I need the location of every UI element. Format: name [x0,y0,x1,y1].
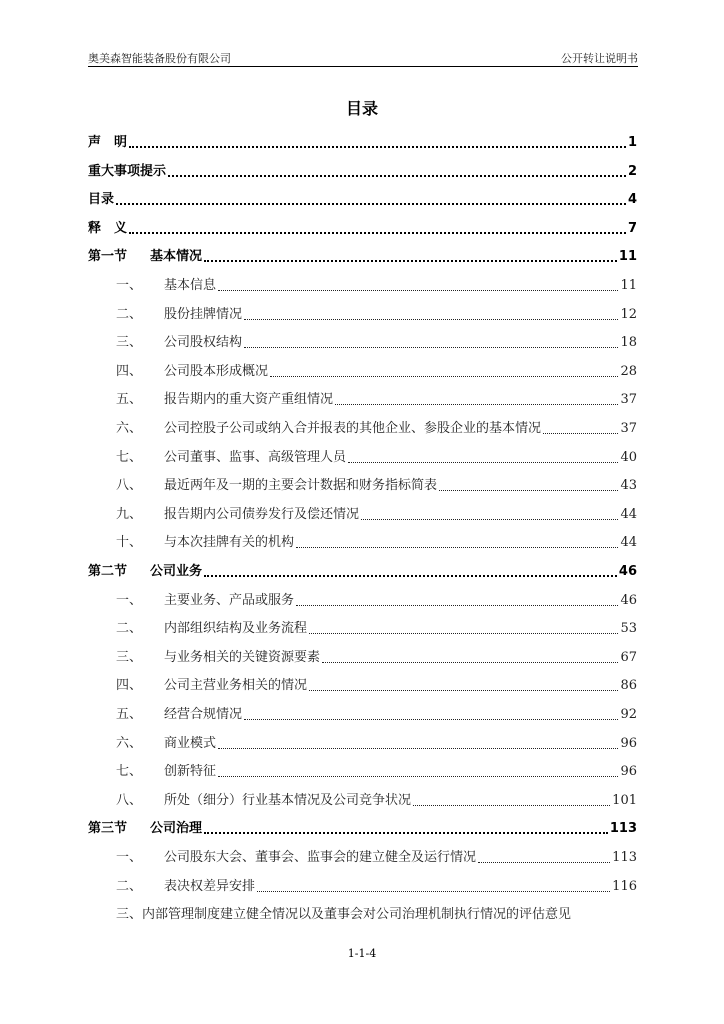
toc-page-number: 40 [620,449,637,465]
toc-dot-leader [257,891,610,892]
toc-entry-label: 公司业务 [150,564,203,579]
toc-entry[interactable] [88,788,637,810]
toc-item-number: 一、 [116,850,143,865]
toc-item-number: 五、 [116,392,143,408]
toc-entry[interactable] [88,845,637,867]
toc-item-number: 八、 [116,478,143,494]
toc-entry-label: 与本次挂牌有关的机构 [164,535,295,551]
header-company-name: 奥美森智能装备股份有限公司 [88,52,231,65]
toc-entry-label: 释 义 [88,220,128,236]
toc-item-number: 十、 [116,535,143,551]
header-divider [88,66,638,67]
toc-entry[interactable] [88,559,637,581]
toc-entry[interactable] [88,359,637,381]
toc-dot-leader [296,547,618,548]
toc-page-number: 92 [620,707,637,722]
toc-item-number: 六、 [116,421,143,436]
toc-entry[interactable] [88,902,637,924]
toc-entry[interactable] [88,244,637,266]
toc-item-number: 四、 [116,678,143,694]
toc-entry[interactable] [88,416,637,438]
toc-dot-leader [309,690,618,691]
toc-page-number: 53 [620,621,637,637]
toc-entry-label: 重大事项提示 [88,163,167,179]
toc-dot-leader [244,347,618,348]
toc-page-number: 37 [620,392,637,408]
toc-page-number: 1 [627,135,637,150]
page-title: 目录 [345,99,378,118]
toc-entry[interactable] [88,502,637,524]
toc-page-number: 18 [620,335,637,351]
toc-item-number: 三、 [116,335,143,351]
toc-entry-label: 商业模式 [164,735,217,751]
toc-dot-leader [168,175,626,177]
toc-entry[interactable] [88,731,637,753]
toc-entry[interactable] [88,816,637,838]
toc-item-number: 五、 [116,707,143,722]
toc-entry-label: 公司控股子公司或纳入合并报表的其他企业、参股企业的基本情况 [164,421,542,436]
toc-item-number: 六、 [116,735,143,751]
toc-entry-label: 目录 [88,192,115,208]
toc-entry[interactable] [88,645,637,667]
toc-entry[interactable] [88,273,637,295]
toc-item-number: 七、 [116,764,143,780]
toc-entry-label: 三、内部管理制度建立健全情况以及董事会对公司治理机制执行情况的评估意见 [116,907,572,923]
toc-dot-leader [543,433,618,434]
page-number: 1-1-4 [347,947,377,960]
toc-section-number: 第三节 [88,821,128,837]
toc-dot-leader [361,519,618,520]
toc-entry[interactable] [88,445,637,467]
toc-item-number: 九、 [116,506,143,522]
toc-page-number: 96 [620,764,637,780]
toc-entry-label: 主要业务、产品或服务 [164,592,295,608]
toc-entry-label: 公司董事、监事、高级管理人员 [164,449,347,465]
toc-entry[interactable] [88,302,637,324]
toc-page-number: 116 [612,878,637,894]
toc-page-number: 113 [609,821,637,837]
toc-dot-leader [439,490,618,491]
toc-page-number: 113 [612,850,637,865]
toc-item-number: 二、 [116,306,143,322]
toc-page-number: 11 [618,249,637,265]
toc-entry-label: 最近两年及一期的主要会计数据和财务指标简表 [164,478,438,494]
toc-page-number: 11 [620,278,637,293]
toc-entry[interactable] [88,159,637,181]
toc-dot-leader [348,462,618,463]
toc-entry-label: 公司股本形成概况 [164,363,269,379]
toc-dot-leader [218,748,618,749]
toc-entry-label: 报告期内公司债券发行及偿还情况 [164,506,360,522]
toc-dot-leader [204,575,617,577]
toc-entry[interactable] [88,473,637,495]
toc-entry-label: 经营合规情况 [164,707,243,722]
toc-page-number: 43 [620,478,637,494]
toc-page-number: 2 [627,163,637,179]
toc-item-number: 八、 [116,792,143,808]
toc-page-number: 7 [627,220,637,236]
toc-item-number: 二、 [116,621,143,637]
toc-entry[interactable] [88,530,637,552]
toc-entry-label: 报告期内的重大资产重组情况 [164,392,334,408]
toc-entry[interactable] [88,673,637,695]
toc-page-number: 46 [618,564,637,579]
toc-page-number: 46 [620,592,637,608]
toc-page-number: 4 [627,192,637,208]
toc-dot-leader [129,232,626,234]
toc-dot-leader [218,290,618,291]
toc-item-number: 七、 [116,449,143,465]
toc-entry[interactable] [88,588,637,610]
toc-item-number: 四、 [116,363,143,379]
toc-entry[interactable] [88,216,637,238]
toc-entry-label: 表决权差异安排 [164,878,256,894]
toc-dot-leader [244,319,618,320]
toc-dot-leader [204,260,617,262]
toc-page-number: 12 [620,306,637,322]
toc-dot-leader [413,805,610,806]
toc-item-number: 一、 [116,278,143,293]
toc-dot-leader [116,203,626,205]
toc-page-number: 86 [620,678,637,694]
toc-section-number: 第二节 [88,564,128,579]
toc-page-number: 44 [620,535,637,551]
toc-dot-leader [478,862,610,863]
toc-entry[interactable] [88,874,637,896]
toc-dot-leader [204,832,608,834]
toc-entry[interactable] [88,702,637,724]
toc-entry-label: 公司主营业务相关的情况 [164,678,308,694]
toc-entry-label: 基本情况 [150,249,203,265]
toc-entry[interactable] [88,759,637,781]
header-document-type: 公开转让说明书 [561,52,638,65]
toc-entry[interactable] [88,387,637,409]
toc-entry-label: 内部组织结构及业务流程 [164,621,308,637]
toc-dot-leader [270,376,618,377]
toc-dot-leader [244,719,618,720]
toc-entry-label: 声 明 [88,135,128,150]
toc-item-number: 一、 [116,592,143,608]
page-header [88,50,638,66]
toc-entry-label: 所处（细分）行业基本情况及公司竞争状况 [164,792,412,808]
toc-page-number: 67 [620,649,637,665]
toc-entry-label: 公司股东大会、董事会、监事会的建立健全及运行情况 [164,850,477,865]
toc-page-number: 96 [620,735,637,751]
toc-entry-label: 公司股权结构 [164,335,243,351]
toc-entry[interactable] [88,330,637,352]
toc-entry[interactable] [88,187,637,209]
toc-entry[interactable] [88,616,637,638]
toc-page-number: 44 [620,506,637,522]
toc-entry-label: 基本信息 [164,278,217,293]
toc-entry[interactable] [88,130,637,152]
toc-dot-leader [296,605,618,606]
toc-item-number: 二、 [116,878,143,894]
toc-dot-leader [129,146,626,148]
toc-dot-leader [309,633,618,634]
toc-dot-leader [218,776,618,777]
toc-entry-label: 公司治理 [150,821,203,837]
toc-page-number: 28 [620,363,637,379]
toc-page-number: 37 [620,421,637,436]
toc-item-number: 三、 [116,649,143,665]
toc-dot-leader [335,404,618,405]
toc-dot-leader [322,662,618,663]
toc-page-number: 101 [612,792,637,808]
toc-entry-label: 与业务相关的关键资源要素 [164,649,321,665]
toc-section-number: 第一节 [88,249,128,265]
toc-entry-label: 股份挂牌情况 [164,306,243,322]
toc-entry-label: 创新特征 [164,764,217,780]
